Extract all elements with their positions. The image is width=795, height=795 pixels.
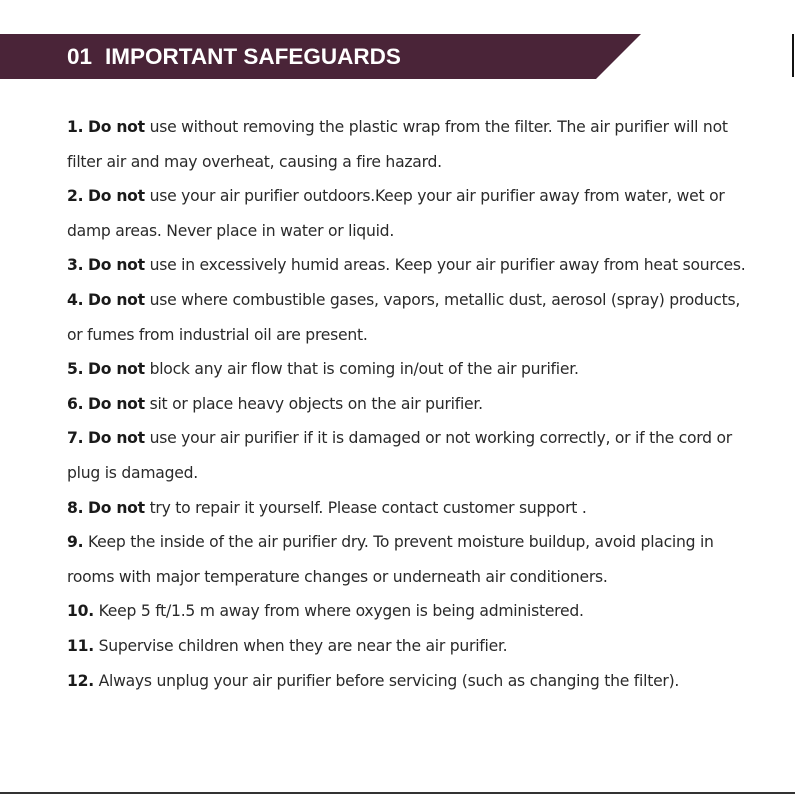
item-lead: Do not (88, 118, 145, 136)
safeguard-item (67, 248, 747, 283)
item-lead: Do not (88, 256, 145, 275)
item-text: Keep the inside of the air purifier dry. To prevent moisture buildup, avoid placing in rooms with major temperature changes or underneath air conditioners. (67, 533, 714, 586)
section-title (67, 34, 401, 79)
item-text: Supervise children when they are near the air purifier. (93, 636, 508, 655)
item-number: 4. (67, 290, 84, 309)
item-number: 6. (67, 394, 84, 413)
item-text: use in excessively humid areas. Keep your air purifier away from heat sources. (144, 256, 746, 275)
safeguard-item (67, 491, 747, 526)
section-header-banner (0, 34, 641, 79)
item-number: 7. (67, 429, 84, 448)
item-text: block any air flow that is coming in/out of the air purifier. (144, 360, 579, 379)
safeguard-item (67, 629, 747, 664)
item-number: 1. (67, 118, 84, 136)
safeguard-item (67, 594, 747, 629)
item-text: Keep 5 ft/1.5 m away from where oxygen is being administered. (93, 602, 584, 621)
item-text: sit or place heavy objects on the air purifier. (144, 394, 483, 413)
item-number: 5. (67, 360, 84, 379)
safeguard-item (67, 387, 747, 422)
item-text: try to repair it yourself. Please contact customer support . (144, 498, 587, 517)
item-number: 11. (67, 636, 94, 655)
item-number: 10. (67, 602, 94, 621)
item-lead: Do not (88, 290, 145, 309)
section-number: 01 (67, 44, 93, 69)
item-lead: Do not (88, 360, 145, 379)
item-lead: Do not (88, 394, 145, 413)
section-heading: IMPORTANT SAFEGUARDS (105, 44, 401, 69)
safeguard-item (67, 525, 747, 594)
safeguard-item (67, 283, 747, 352)
item-number: 8. (67, 498, 84, 517)
item-number: 3. (67, 256, 84, 275)
item-lead: Do not (88, 498, 145, 517)
item-text: use without removing the plastic wrap from the filter. The air purifier will not filter air and may overheat, causing a fire hazard. (67, 118, 728, 171)
page-edge-divider (792, 34, 794, 77)
item-number: 2. (67, 187, 84, 206)
item-lead: Do not (88, 429, 145, 448)
item-text: use your air purifier if it is damaged or not working correctly, or if the cord or plug is damaged. (67, 429, 732, 482)
item-number: 12. (67, 671, 94, 690)
item-number: 9. (67, 533, 84, 552)
safeguard-item (67, 179, 747, 248)
item-text: Always unplug your air purifier before servicing (such as changing the filter). (93, 671, 680, 690)
safeguard-item (67, 352, 747, 387)
safeguards-list (67, 110, 747, 698)
page-bottom-divider (0, 792, 795, 794)
safeguard-item (67, 421, 747, 490)
safeguard-item (67, 664, 747, 699)
item-text: use where combustible gases, vapors, metallic dust, aerosol (spray) products, or fumes from industrial oil are present. (67, 290, 741, 344)
item-text: use your air purifier outdoors.Keep your air purifier away from water, wet or damp areas. Never place in water or liquid. (67, 187, 725, 240)
item-lead: Do not (88, 187, 145, 206)
safeguard-item (67, 110, 747, 179)
